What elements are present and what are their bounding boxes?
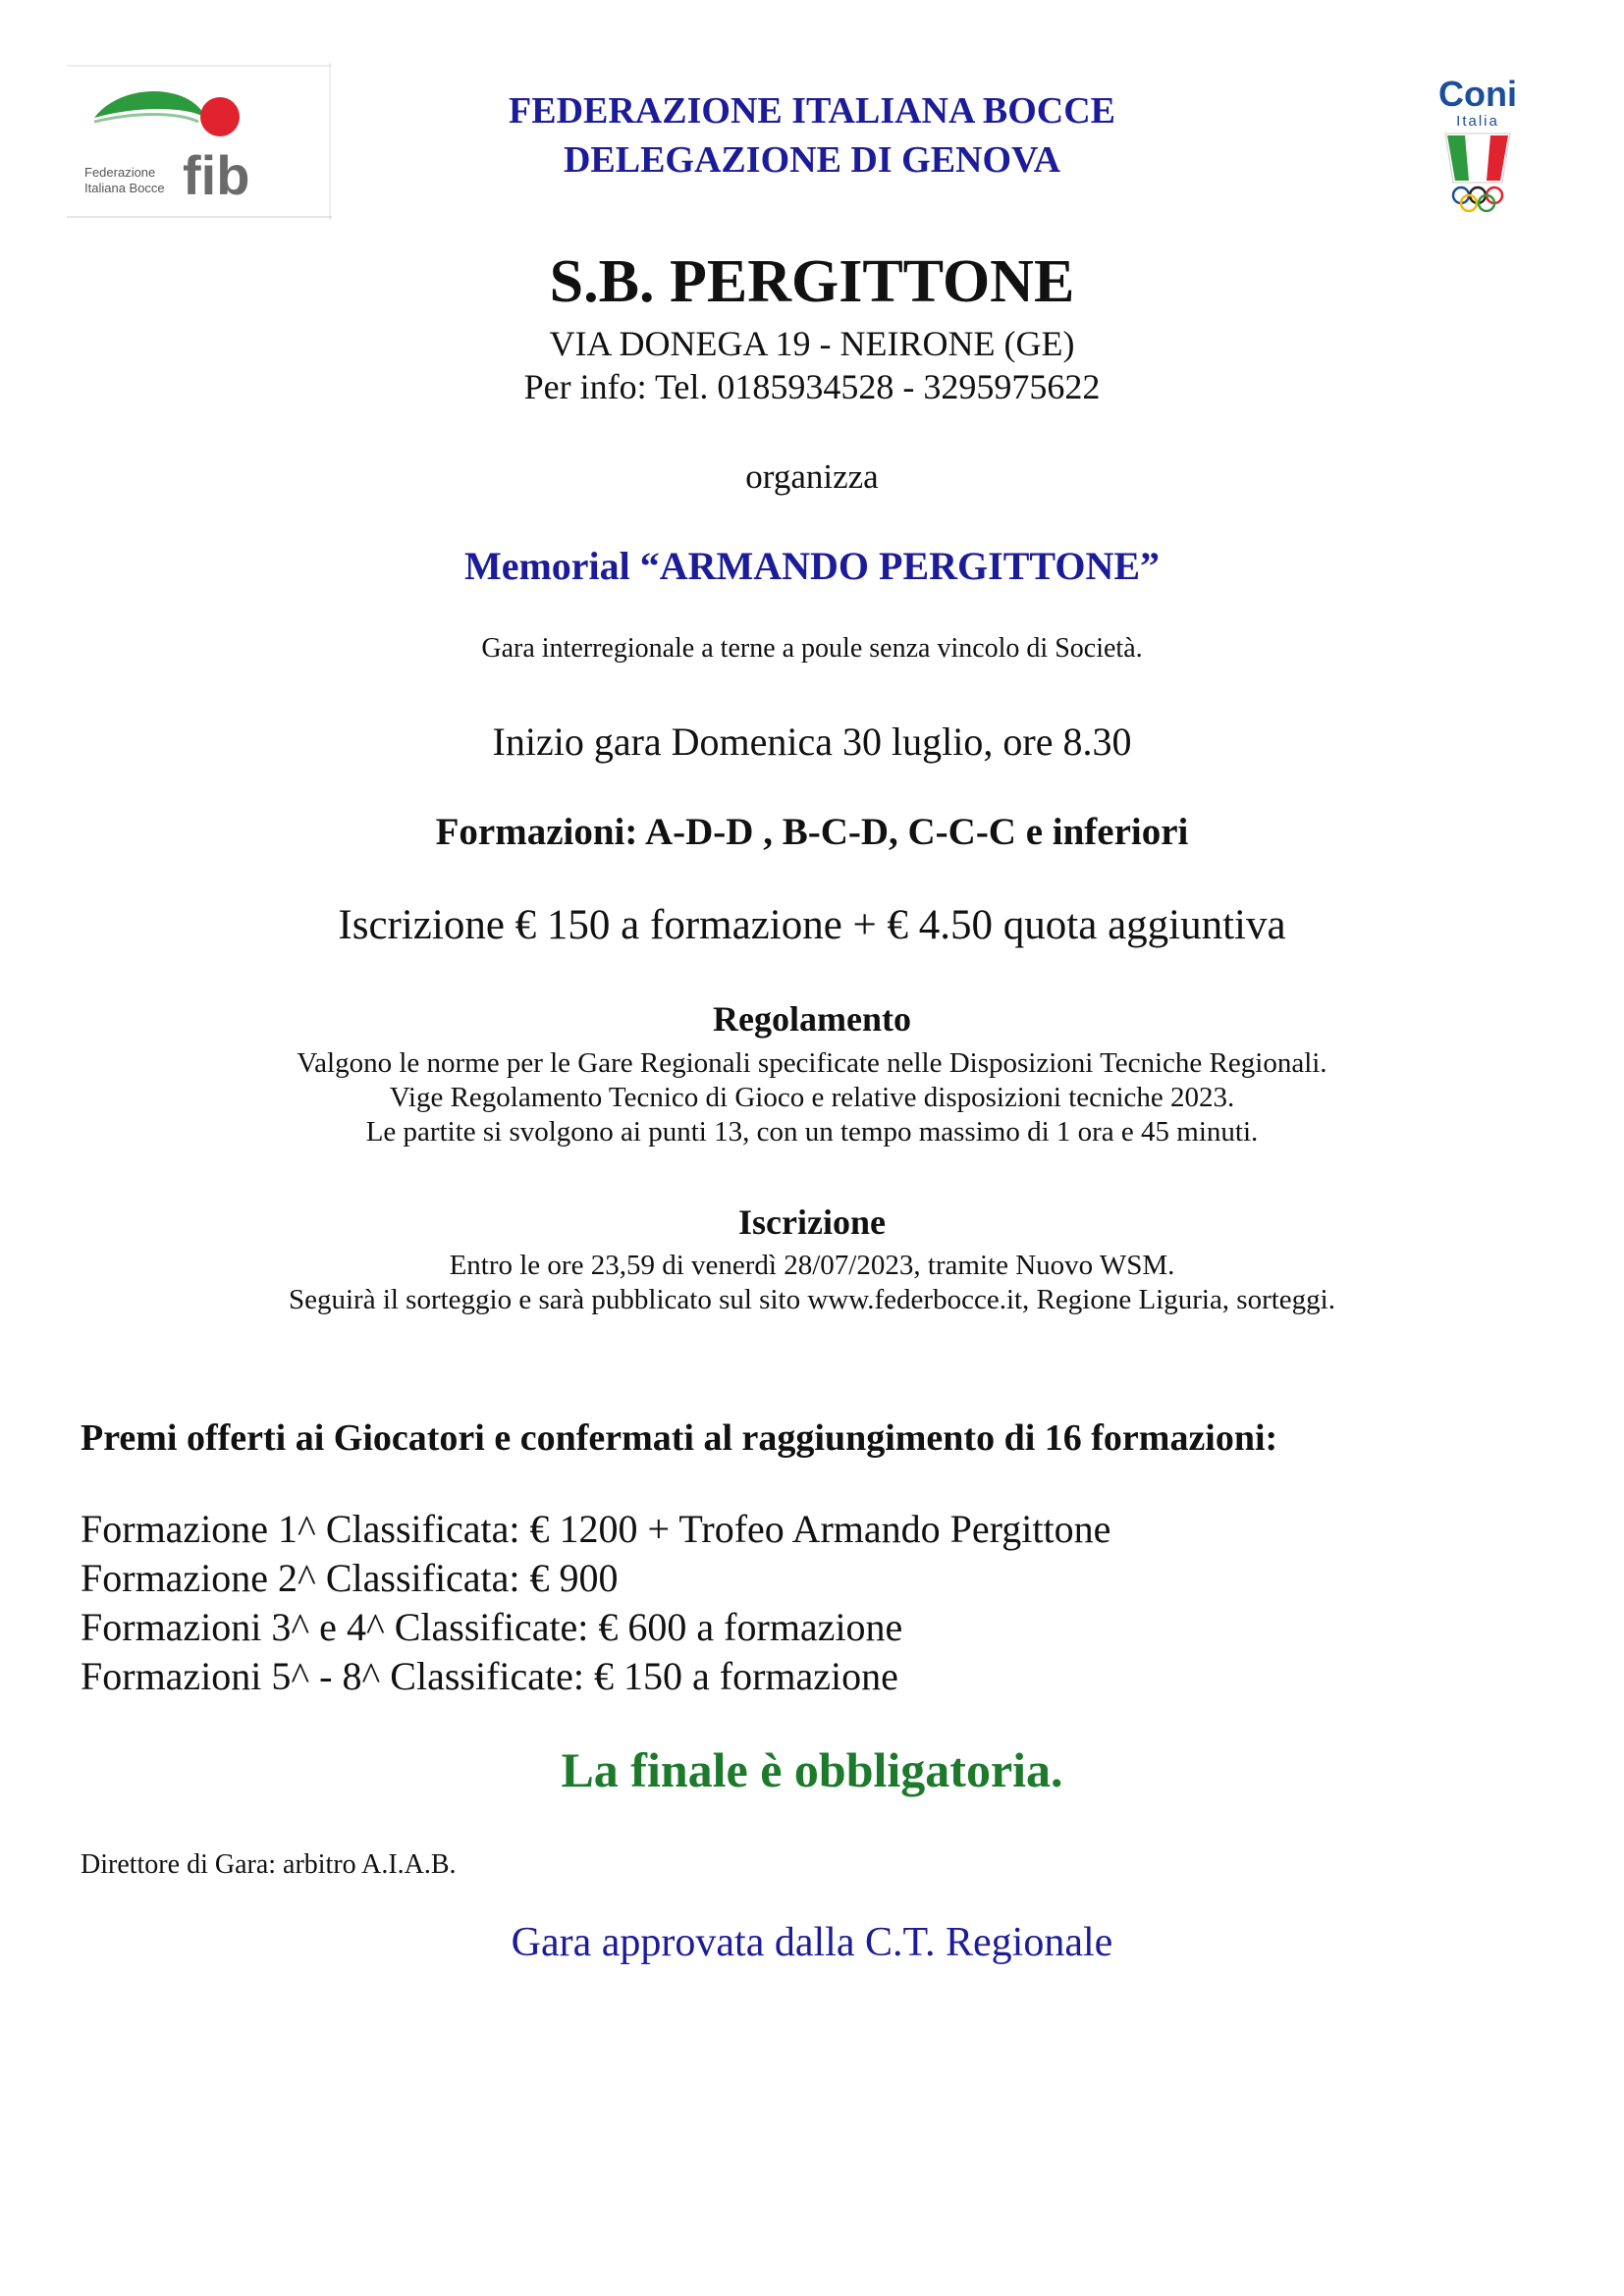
event-fee: Iscrizione € 150 a formazione + € 4.50 quota aggiuntiva (338, 902, 1286, 948)
club-address: VIA DONEGA 19 - NEIRONE (GE) (549, 324, 1075, 363)
prizes-heading: Premi offerti ai Giocatori e confermati al raggiungimento di 16 formazioni: (81, 1417, 1278, 1459)
prize-item: Formazione 2^ Classificata: € 900 (81, 1556, 619, 1600)
fib-logo-mark: fib (183, 144, 250, 206)
fib-logo-line2: Italiana Bocce (84, 181, 165, 195)
regolamento-title: Regolamento (713, 999, 911, 1039)
regolamento-line: Vige Regolamento Tecnico di Gioco e relative disposizioni tecniche 2023. (389, 1082, 1235, 1113)
organizes-text: organizza (745, 457, 879, 496)
prize-item: Formazione 1^ Classificata: € 1200 + Trofeo Armando Pergittone (81, 1507, 1111, 1551)
iscrizione-line: Entro le ore 23,59 di venerdì 28/07/2023, tramite Nuovo WSM. (449, 1250, 1175, 1281)
iscrizione-title: Iscrizione (738, 1202, 886, 1242)
event-description: Gara interregionale a terne a poule senza vincolo di Società. (481, 633, 1143, 664)
club-name: S.B. PERGITTONE (549, 248, 1075, 315)
final-notice: La finale è obbligatoria. (561, 1742, 1063, 1797)
club-info: Per info: Tel. 0185934528 - 3295975622 (523, 367, 1101, 406)
event-title: Memorial “ARMANDO PERGITTONE” (463, 544, 1161, 588)
race-director: Direttore di Gara: arbitro A.I.A.B. (81, 1849, 457, 1880)
coni-logo-country: Italia (1456, 113, 1499, 130)
fib-logo-line1: Federazione (84, 165, 156, 180)
approval-note: Gara approvata dalla C.T. Regionale (511, 1920, 1113, 1965)
regolamento-line: Valgono le norme per le Gare Regionali specificate nelle Disposizioni Tecniche Regionali. (297, 1047, 1327, 1079)
prize-item: Formazioni 3^ e 4^ Classificate: € 600 a formazione (81, 1605, 903, 1649)
federation-name: FEDERAZIONE ITALIANA BOCCE (509, 90, 1115, 132)
prize-item: Formazioni 5^ - 8^ Classificate: € 150 a formazione (81, 1654, 898, 1698)
iscrizione-line: Seguirà il sorteggio e sarà pubblicato sul sito www.federbocce.it, Regione Liguria, sorteggi. (288, 1284, 1335, 1315)
regolamento-line: Le partite si svolgono ai punti 13, con un tempo massimo di 1 ora e 45 minuti. (365, 1116, 1259, 1148)
coni-logo-name: Coni (1438, 75, 1517, 114)
delegation-name: DELEGAZIONE DI GENOVA (563, 139, 1061, 181)
event-formations: Formazioni: A-D-D , B-C-D, C-C-C e inferiori (435, 811, 1189, 853)
event-start: Inizio gara Domenica 30 luglio, ore 8.30 (492, 720, 1132, 764)
